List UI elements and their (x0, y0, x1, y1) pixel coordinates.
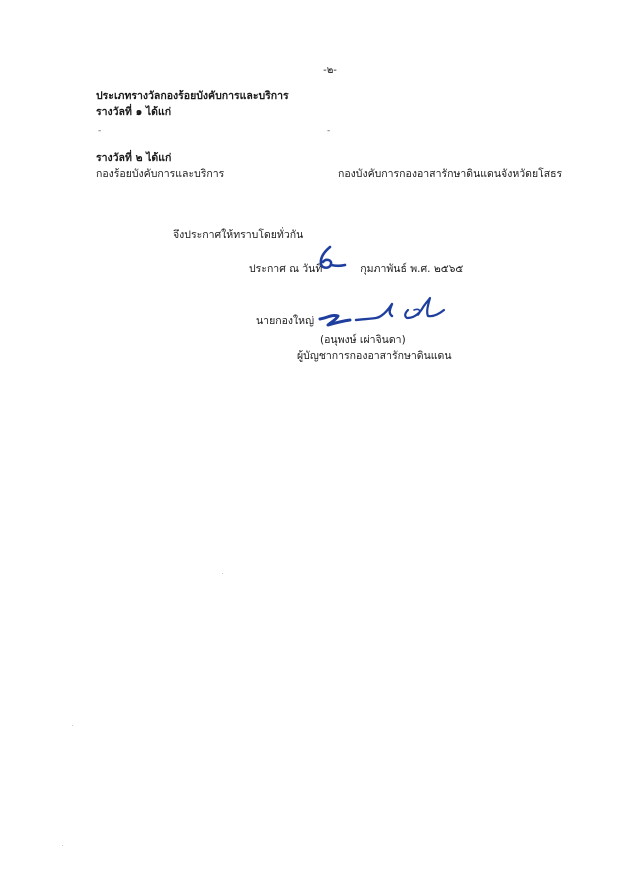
scan-speck (62, 845, 63, 846)
award-2-command: กองบังคับการกองอาสารักษาดินแดนจังหวัดยโสธร (338, 168, 563, 180)
award-1-right-blank: - (327, 126, 331, 136)
scan-speck (222, 573, 223, 574)
signer-position: ผู้บัญชาการกองอาสารักษาดินแดน (297, 350, 452, 362)
signature-mark (318, 296, 448, 336)
announcement-text: จึงประกาศให้ทราบโดยทั่วกัน (173, 229, 304, 241)
scan-speck (72, 725, 73, 726)
signer-title: นายกองใหญ่ (256, 315, 315, 327)
date-prefix: ประกาศ ณ วันที่ (249, 263, 323, 275)
page-number: -๒- (323, 65, 337, 76)
date-month-year: กุมภาพันธ์ พ.ศ. ๒๕๖๕ (360, 263, 464, 275)
award-1-left-blank: - (98, 126, 102, 136)
signer-name: (อนุพงษ์ เผ่าจินดา) (320, 334, 406, 346)
handwritten-day-mark (312, 244, 348, 274)
announcement-date (249, 262, 463, 276)
award-2-company: กองร้อยบังคับการและบริการ (96, 168, 225, 180)
award-category-title: ประเภทรางวัลกองร้อยบังคับการและบริการ (96, 90, 289, 102)
award-1-heading: รางวัลที่ ๑ ได้แก่ (96, 106, 172, 118)
award-2-heading: รางวัลที่ ๒ ได้แก่ (96, 152, 172, 164)
